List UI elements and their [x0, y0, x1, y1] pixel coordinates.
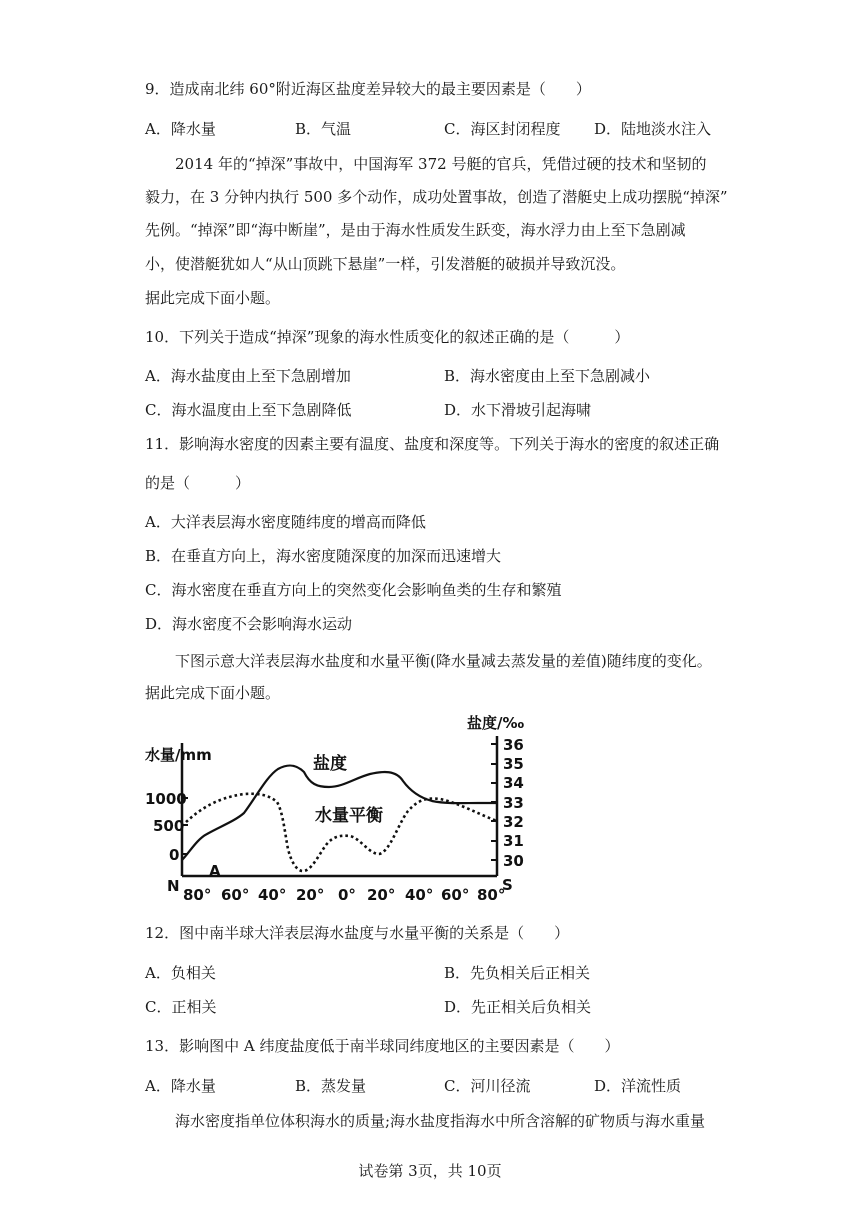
right-tick-label: 35	[503, 755, 524, 773]
x-tick-label: 60°	[441, 886, 470, 904]
passage1-line: 毅力，在 3 分钟内执行 500 多个动作，成功处置事故，创造了潜艇史上成功摆脱“掉深”	[145, 188, 728, 206]
q11-stem: 11．影响海水密度的因素主要有温度、盐度和深度等。下列关于海水的密度的叙述正确	[145, 435, 720, 453]
q12-option-d: D．先正相关后负相关	[444, 998, 592, 1016]
passage1-line: 小，使潜艇犹如人“从山顶跳下悬崖”一样，引发潜艇的破损并导致沉没。	[145, 255, 626, 273]
south-label: S	[502, 876, 513, 894]
q13-option-b: B．蒸发量	[295, 1077, 367, 1095]
q9-stem: 9．造成南北纬 60°附近海区盐度差异较大的最主要因素是（ ）	[145, 80, 591, 98]
q9-option-d: D．陆地淡水注入	[594, 120, 712, 138]
point-a-label: A	[209, 862, 221, 880]
passage1-line: 据此完成下面小题。	[145, 289, 281, 307]
x-tick-label: 20°	[367, 886, 396, 904]
q11-stem: 的是（ ）	[145, 474, 251, 492]
x-tick-label: 60°	[221, 886, 250, 904]
salinity-curve-label: 盐度	[313, 754, 347, 774]
passage1-line: 2014 年的“掉深”事故中，中国海军 372 号艇的官兵，凭借过硬的技术和坚韧的	[175, 155, 707, 173]
q9-option-c: C．海区封闭程度	[444, 120, 561, 138]
q10-option-c: C．海水温度由上至下急剧降低	[145, 401, 352, 419]
right-tick-label: 34	[503, 774, 524, 792]
q9-option-b: B．气温	[295, 120, 352, 138]
q10-option-b: B．海水密度由上至下急剧减小	[444, 367, 651, 385]
right-tick-label: 36	[503, 736, 524, 754]
q12-option-c: C．正相关	[145, 998, 217, 1016]
q10-option-a: A．海水盐度由上至下急剧增加	[145, 367, 351, 385]
x-tick-label: 0°	[338, 886, 356, 904]
q13-option-c: C．河川径流	[444, 1077, 531, 1095]
north-label: N	[167, 877, 180, 895]
q13-option-a: A．降水量	[145, 1077, 216, 1095]
x-tick-label: 20°	[296, 886, 325, 904]
right-axis-title: 盐度/‰	[467, 714, 525, 732]
q10-option-d: D．水下滑坡引起海啸	[444, 401, 592, 419]
q13-option-d: D．洋流性质	[594, 1077, 682, 1095]
q11-option-d: D．海水密度不会影响海水运动	[145, 615, 353, 633]
q12-option-b: B．先负相关后正相关	[444, 964, 591, 982]
left-tick-label: 500	[153, 817, 185, 835]
x-tick-label: 80°	[183, 886, 212, 904]
q10-stem: 10．下列关于造成“掉深”现象的海水性质变化的叙述正确的是（ ）	[145, 328, 630, 346]
left-axis-title: 水量/mm	[145, 746, 212, 764]
x-tick-label: 80°	[477, 886, 506, 904]
left-tick-label: 0	[169, 846, 180, 864]
x-tick-label: 40°	[258, 886, 287, 904]
right-tick-label: 32	[503, 813, 524, 831]
x-tick-label: 40°	[405, 886, 434, 904]
q12-stem: 12．图中南半球大洋表层海水盐度与水量平衡的关系是（ ）	[145, 924, 570, 942]
passage1-line: 先例。“掉深”即“海中断崖”，是由于海水性质发生跃变，海水浮力由上至下急剧减	[145, 221, 686, 239]
q13-stem: 13．影响图中 A 纬度盐度低于南半球同纬度地区的主要因素是（ ）	[145, 1037, 620, 1055]
left-tick-label: 1000	[145, 790, 187, 808]
q12-option-a: A．负相关	[145, 964, 216, 982]
right-tick-label: 31	[503, 832, 524, 850]
passage3-line: 海水密度指单位体积海水的质量;海水盐度指海水中所含溶解的矿物质与海水重量	[175, 1112, 706, 1130]
right-tick-label: 33	[503, 794, 524, 812]
salinity-water-balance-figure	[145, 708, 540, 913]
passage2-line: 下图示意大洋表层海水盐度和水量平衡(降水量减去蒸发量的差值)随纬度的变化。	[175, 652, 712, 670]
q11-option-a: A．大洋表层海水密度随纬度的增高而降低	[145, 513, 426, 531]
q11-option-c: C．海水密度在垂直方向上的突然变化会影响鱼类的生存和繁殖	[145, 581, 562, 599]
page-footer: 试卷第 3页，共 10页	[358, 1162, 502, 1180]
passage2-line: 据此完成下面小题。	[145, 684, 281, 702]
q9-option-a: A．降水量	[145, 120, 216, 138]
water-balance-curve-label: 水量平衡	[315, 806, 383, 826]
q11-option-b: B．在垂直方向上，海水密度随深度的加深而迅速增大	[145, 547, 502, 565]
right-tick-label: 30	[503, 852, 524, 870]
